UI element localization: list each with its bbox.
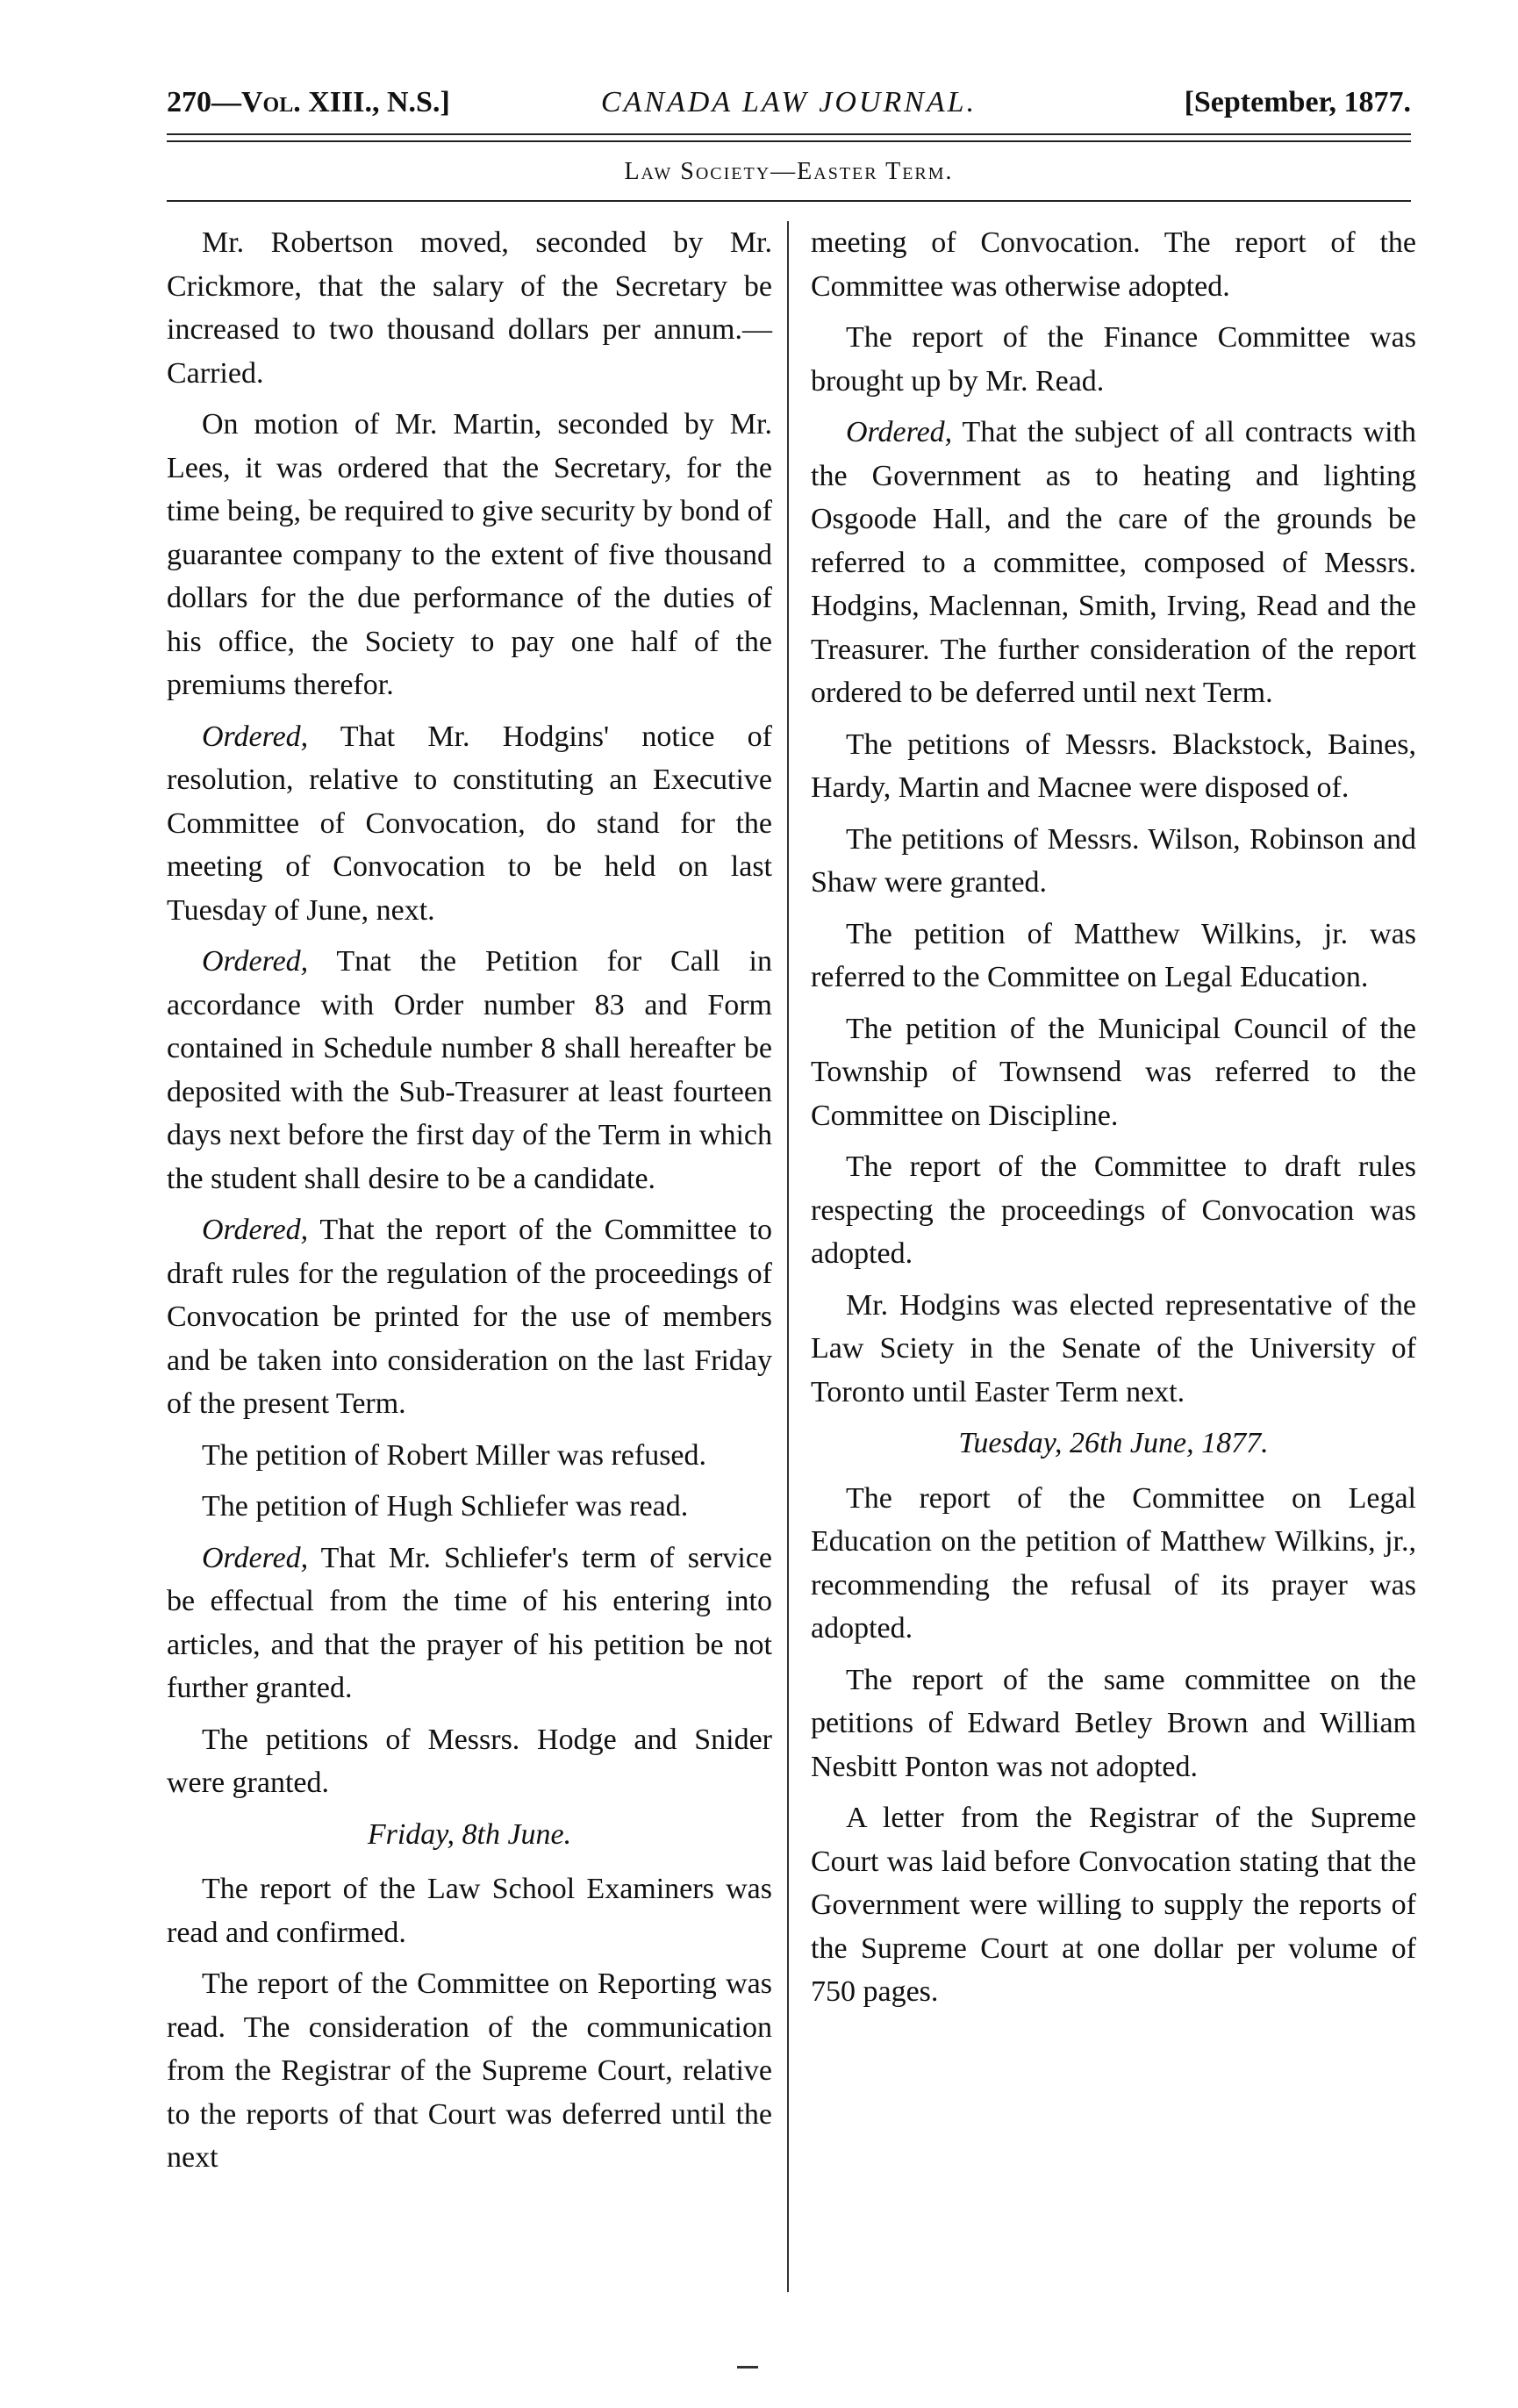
paragraph-text: That the subject of all contracts with the Government as to heating and lighting Osgoode Hall, and the care of the grounds be referred to a committee, composed of Messrs. Hodgins, Maclennan, Smith, Irving, Read and the Treasurer. The further consideration of the report ordered to be deferred until next Term. bbox=[811, 416, 1416, 709]
issue-date: [September, 1877. bbox=[1184, 86, 1411, 118]
page-volume-label: 270—Vol. XIII., N.S.] bbox=[167, 86, 450, 118]
header-rule-bottom bbox=[167, 140, 1411, 142]
ordered-lead: Ordered, bbox=[202, 1541, 309, 1574]
paragraph-text: That the report of the Committee to draft rules for the regulation of the proceedings of Convocation be printed for the use of members and be taken into consideration on the last Friday of the present Term. bbox=[167, 1214, 772, 1420]
footer-mark bbox=[737, 2366, 758, 2369]
section-rule bbox=[167, 200, 1411, 202]
paragraph: The report of the Committee on Reporting was read. The consideration of the communication from the Registrar of the Supreme Court, relative to the reports of that Court was deferred until the next bbox=[167, 1967, 772, 2174]
paragraph: The report of the Committee to draft rules respecting the proceedings of Convocation was adopted. bbox=[811, 1150, 1416, 1270]
paragraph-text: Tnat the Petition for Call in accordance with Order number 83 and Form contained in Schedule number 8 shall hereafter be deposited with the Sub-Treasurer at least fourteen days next before the first day of the Term in which the student shall desire to be a candidate. bbox=[167, 945, 772, 1195]
paragraph: The petition of Robert Miller was refused. bbox=[202, 1438, 707, 1472]
paragraph: The report of the Committee on Legal Education on the petition of Matthew Wilkins, jr., recommending the refusal of its prayer was adopted. bbox=[811, 1481, 1416, 1645]
section-title: Law Society—Easter Term. bbox=[624, 158, 954, 185]
paragraph: The petition of Matthew Wilkins, jr. was referred to the Committee on Legal Education. bbox=[811, 917, 1416, 993]
left-column bbox=[167, 221, 772, 2188]
right-column bbox=[811, 221, 1416, 2022]
ordered-lead: Ordered, bbox=[202, 945, 309, 978]
paragraph: Mr. Hodgins was elected representative of the Law Sciety in the Senate of the University of Toronto until Easter Term next. bbox=[811, 1288, 1416, 1408]
paragraph: The petitions of Messrs. Blackstock, Baines, Hardy, Martin and Macnee were disposed of. bbox=[811, 727, 1416, 804]
ordered-lead: Ordered, bbox=[202, 720, 309, 753]
date-heading: Friday, 8th June. bbox=[367, 1817, 572, 1851]
header-rule-top bbox=[167, 133, 1411, 135]
date-heading: Tuesday, 26th June, 1877. bbox=[958, 1427, 1269, 1459]
paragraph bbox=[167, 715, 772, 933]
paragraph bbox=[167, 1537, 772, 1710]
paragraph: A letter from the Registrar of the Supreme Court was laid before Convocation stating that the Government were willing to supply the reports of the Supreme Court at one dollar per volume of 750 pages. bbox=[811, 1802, 1416, 2008]
paragraph: The report of the Law School Examiners was read and confirmed. bbox=[167, 1873, 772, 1949]
paragraph: The report of the same committee on the petitions of Edward Betley Brown and William Nesbitt Ponton was not adopted. bbox=[811, 1663, 1416, 1783]
paragraph: The report of the Finance Committee was brought up by Mr. Read. bbox=[811, 321, 1416, 398]
paragraph bbox=[167, 940, 772, 1200]
paragraph: On motion of Mr. Martin, seconded by Mr. Lees, it was ordered that the Secretary, for the time being, be required to give security by bond of guarantee company to the extent of five thousand dollars for the due performance of the duties of his office, the Society to pay one half of the premiums therefor. bbox=[167, 408, 772, 701]
paragraph: The petition of Hugh Schliefer was read. bbox=[202, 1490, 689, 1523]
running-header bbox=[167, 86, 1411, 130]
paragraph-text: That Mr. Hodgins' notice of resolution, relative to constituting an Executive Committee of Convocation, do stand for the meeting of Convocation to be held on last Tuesday of June, next. bbox=[167, 720, 772, 927]
journal-title: CANADA LAW JOURNAL. bbox=[600, 86, 977, 118]
paragraph bbox=[167, 1208, 772, 1426]
column-divider bbox=[787, 221, 789, 2292]
paragraph: The petition of the Municipal Council of the Township of Townsend was referred to the Committee on Discipline. bbox=[811, 1012, 1416, 1132]
ordered-lead: Ordered, bbox=[846, 416, 953, 448]
paragraph-text: That Mr. Schliefer's term of service be effectual from the time of his entering into articles, and that the prayer of his petition be not further granted. bbox=[167, 1541, 772, 1704]
paragraph: The petitions of Messrs. Wilson, Robinson and Shaw were granted. bbox=[811, 822, 1416, 899]
paragraph: meeting of Convocation. The report of the Committee was otherwise adopted. bbox=[811, 226, 1416, 303]
ordered-lead: Ordered, bbox=[202, 1214, 309, 1246]
paragraph: The petitions of Messrs. Hodge and Snider were granted. bbox=[167, 1723, 772, 1799]
paragraph bbox=[811, 411, 1416, 715]
paragraph: Mr. Robertson moved, seconded by Mr. Crickmore, that the salary of the Secretary be increased to two thousand dollars per annum.—Carried. bbox=[167, 226, 772, 390]
